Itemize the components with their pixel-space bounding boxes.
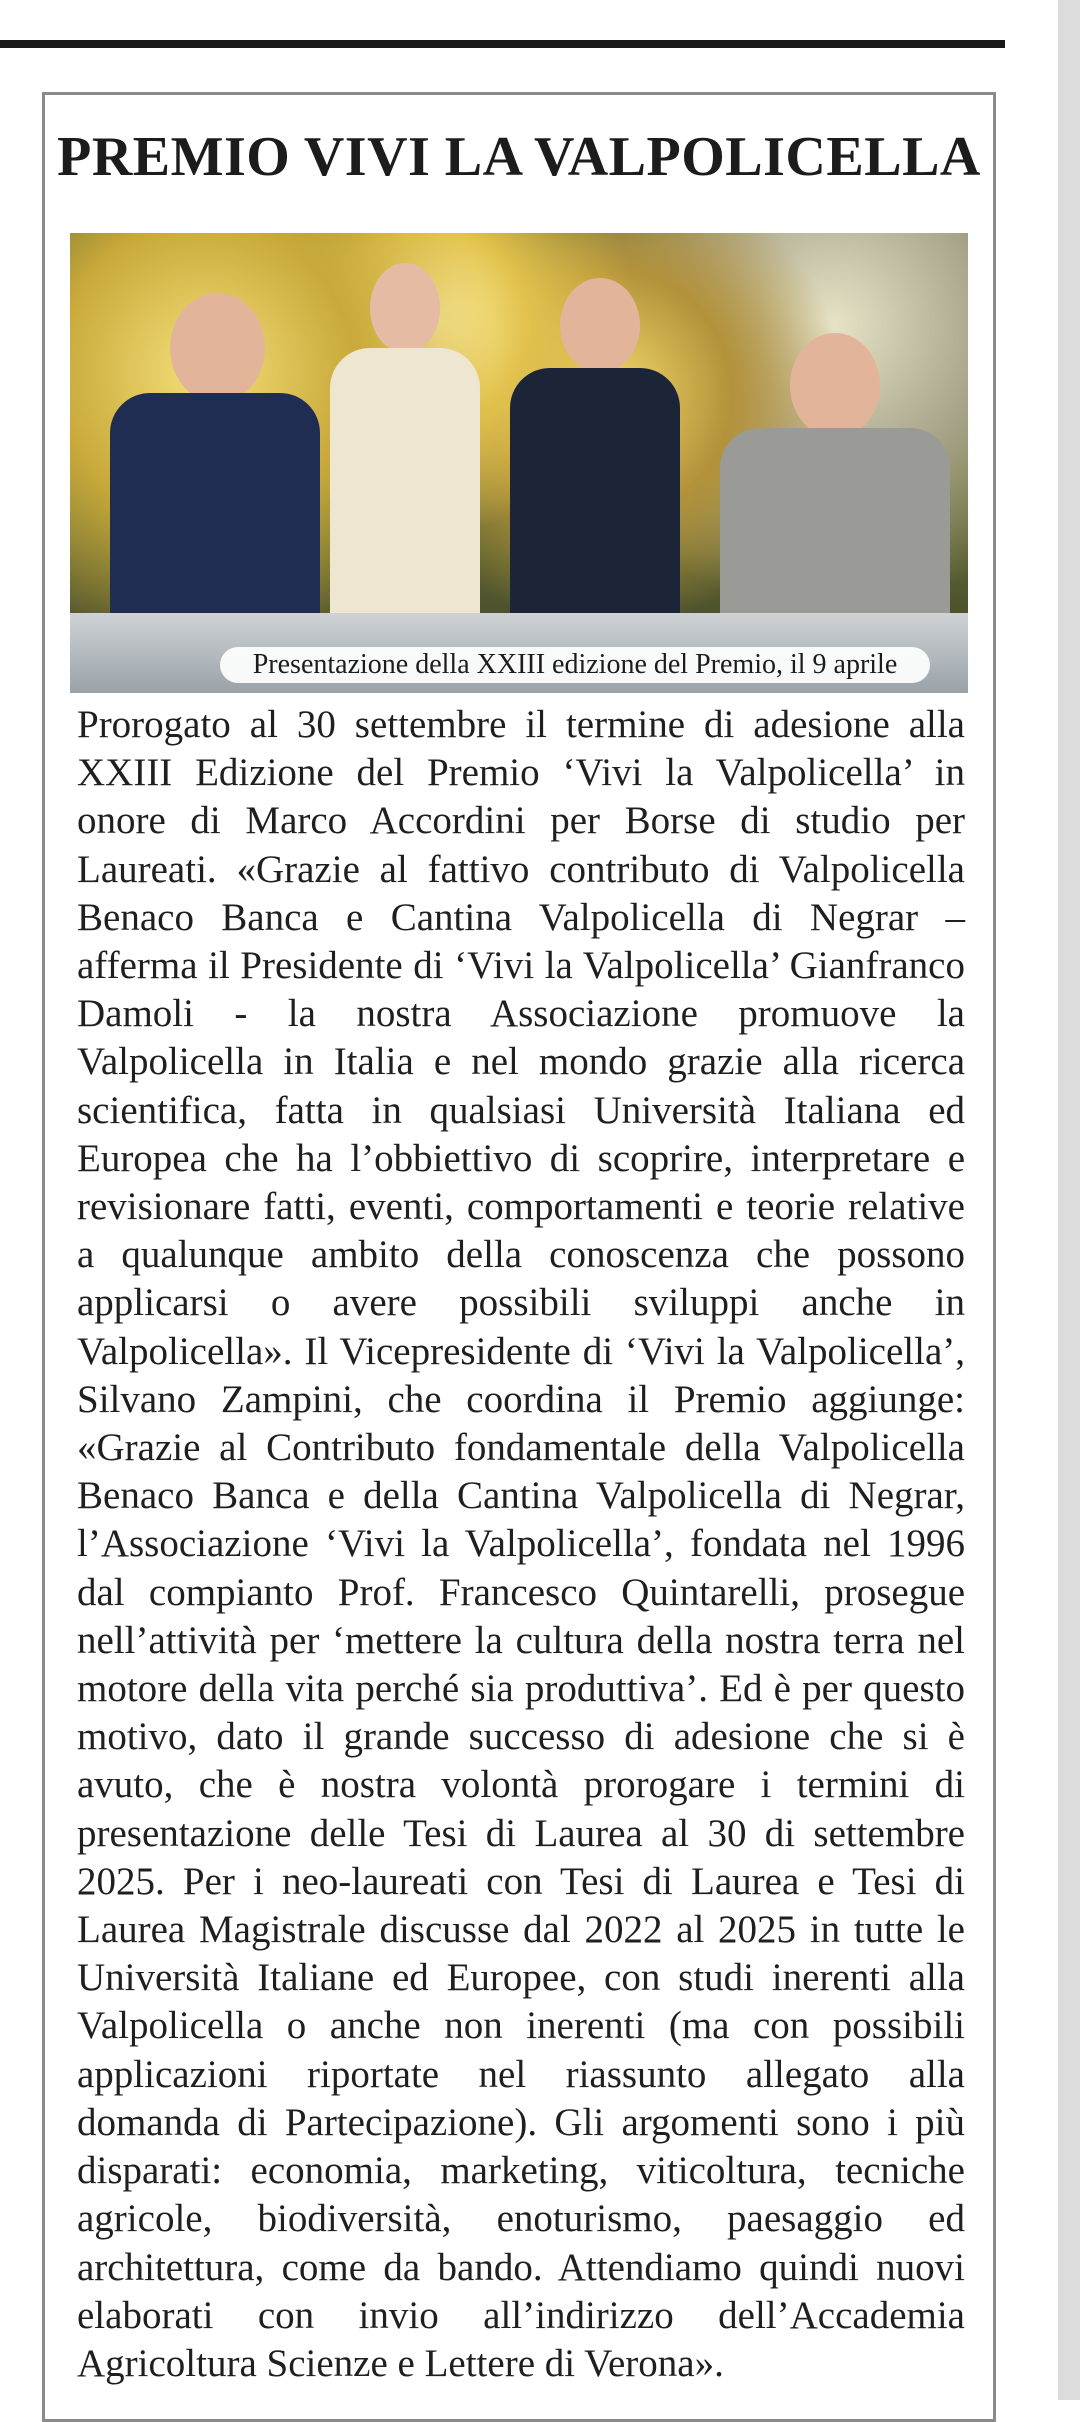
top-divider: [0, 40, 1005, 48]
person-figure: [330, 263, 480, 663]
page-edge: [1058, 0, 1080, 2400]
article-body: Prorogato al 30 settembre il termine di adesione alla XXIII Edizione del Premio ‘Vivi la Valpolicella’ in onore di Marco Accordini per Borse di studio per Laureati. «Grazie al fattivo contributo di Valpolicella Benaco Banca e Cantina Valpolicella di Negrar – afferma il Presidente di ‘Vivi la Valpolicella’ Gianfranco Damoli - la nostra Associazione promuove la Valpolicella in Italia e nel mondo grazie alla ricerca scientifica, fatta in qualsiasi Università Italiana ed Europea che ha l’obbiettivo di scoprire, interpretare e revisionare fatti, eventi, comportamenti e teorie relative a qualunque ambito della conoscenza che possono applicarsi o avere possibili sviluppi anche in Valpolicella». Il Vicepresidente di ‘Vivi la Valpolicella’, Silvano Zampini, che coordina il Premio aggiunge: «Grazie al Contributo fondamentale della Valpolicella Benaco Banca e della Cantina Valpolicella di Negrar, l’Associazione ‘Vivi la Valpolicella’, fondata nel 1996 dal compianto Prof. Francesco Quintarelli, prosegue nell’attività per ‘mettere la cultura della nostra terra nel motore della vita perché sia produttiva’. Ed è per questo motivo, dato il grande successo di adesione che si è avuto, che è nostra volontà prorogare i termini di presentazione delle Tesi di Laurea al 30 di settembre 2025. Per i neo-laureati con Tesi di Laurea e Tesi di Laurea Magistrale discusse dal 2022 al 2025 in tutte le Università Italiane ed Europee, con studi inerenti alla Valpolicella o anche non inerenti (ma con possibili applicazioni riportate nel riassunto allegato alla domanda di Partecipazione). Gli argomenti sono i più disparati: economia, marketing, viticoltura, tecniche agricole, biodiversità, enoturismo, paesaggio ed architettura, come da bando. Attendiamo quindi nuovi elaborati con invio all’indirizzo dell’Accademia Agricoltura Scienze e Lettere di Verona».: [77, 703, 965, 2385]
photo-caption: Presentazione della XXIII edizione del Premio, il 9 aprile: [220, 647, 930, 683]
article-photo: [70, 233, 968, 693]
article-box: [42, 92, 996, 2422]
article-headline: PREMIO VIVI LA VALPOLICELLA: [57, 126, 981, 188]
person-figure: [720, 333, 950, 653]
person-figure: [510, 278, 680, 658]
